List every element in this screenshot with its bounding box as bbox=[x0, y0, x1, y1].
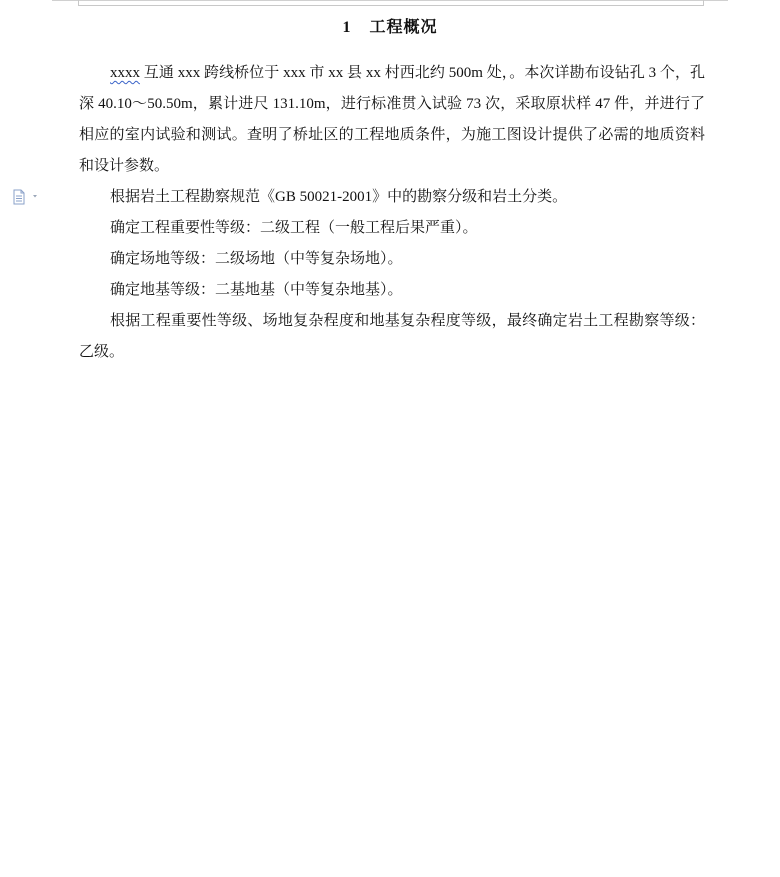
paragraph-overview bbox=[79, 58, 705, 182]
paragraph-overview-text: 互通 xxx 跨线桥位于 xxx 市 xx 县 xx 村西北约 500m 处，。本次详勘布设钻孔 3 个，孔深 40.10～50.50m，累计进尺 131.10m，进行标准贯入试验 73 次，采取原状样 47 件，并进行了相应的室内试验和测试。查明了桥址区的工程地质条件，为施工图设计提供了必需的地质资料和设计参数。 bbox=[79, 65, 705, 174]
spellcheck-word[interactable]: xxxx bbox=[110, 65, 140, 81]
paragraph-importance-grade: 确定工程重要性等级：二级工程（一般工程后果严重）。 bbox=[110, 220, 478, 236]
paragraph-final-grade: 根据工程重要性等级、场地复杂程度和地基复杂程度等级，最终确定岩土工程勘察等级：乙级。 bbox=[79, 313, 705, 360]
document-icon[interactable] bbox=[13, 189, 41, 205]
section-title: 工程概况 bbox=[369, 19, 438, 36]
document-body[interactable] bbox=[79, 58, 705, 368]
paragraph-foundation-grade: 确定地基等级：二基地基（中等复杂地基）。 bbox=[110, 282, 403, 298]
paragraph-standard: 根据岩土工程勘察规范《GB 50021-2001》中的勘察分级和岩土分类。 bbox=[110, 189, 568, 205]
header-area bbox=[78, 0, 704, 6]
section-heading bbox=[0, 14, 780, 37]
paragraph-site-grade: 确定场地等级：二级场地（中等复杂场地）。 bbox=[110, 251, 403, 267]
section-number: 1 bbox=[342, 19, 352, 36]
